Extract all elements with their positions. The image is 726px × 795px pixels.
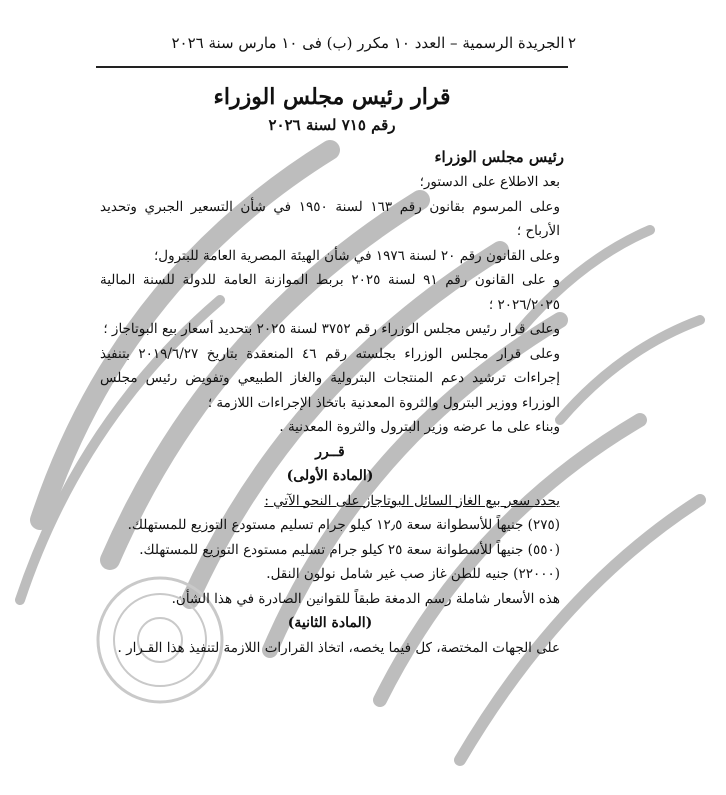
article-2-text: على الجهات المختصة، كل فيما يخصه، اتخاذ القرارات اللازمة لتنفيذ هذا القـرار . (117, 639, 560, 656)
article-2-heading: (المادة الثانية) (287, 615, 373, 631)
decree-issuer: رئيس مجلس الوزراء (434, 148, 564, 166)
preamble-item: وبناء على ما عرضه وزير البترول والثروة المعدنية . (279, 419, 560, 435)
header-divider (96, 66, 568, 68)
decree-number: رقم ٧١٥ لسنة ٢٠٢٦ (268, 116, 396, 134)
article-1-heading: (المادة الأولى) (286, 468, 374, 484)
decree-title: قرار رئيس مجلس الوزراء (213, 84, 451, 110)
decides-heading: قــرر (315, 443, 345, 460)
preamble-item: بعد الاطلاع على الدستور؛ (419, 174, 560, 190)
preamble-item: وعلى القانون رقم ٢٠ لسنة ١٩٧٦ في شأن الهيئة المصرية العامة للبترول؛ (153, 247, 560, 264)
price-item: (٢٧٥) جنيهاً للأسطوانة سعة ١٢٫٥ كيلو جرام تسليم مستودع التوزيع للمستهلك. (127, 517, 560, 533)
preamble-item: و على القانون رقم ٩١ لسنة ٢٠٢٥ بربط الموازنة العامة للدولة للسنة المالية ٢٠٢٦/٢٠٢٥ ؛ (100, 272, 560, 313)
decree-body (100, 170, 560, 660)
price-item: (٥٥٠) جنيهاً للأسطوانة سعة ٢٥ كيلو جرام تسليم مستودع التوزيع للمستهلك. (139, 541, 560, 558)
preamble-item: وعلى قرار مجلس الوزراء بجلسته رقم ٤٦ المنعقدة بتاريخ ٢٠١٩/٦/٢٧ بتنفيذ إجراءات ترشيد دعم المنتجات البترولية والغاز الطبيعي وتفويض رئيس مجلس الوزراء ووزير البترول والثروة المعدنية باتخاذ الإجراءات اللازمة ؛ (100, 345, 560, 411)
page-number: ٢ (567, 34, 576, 52)
price-item: (٢٢٠٠٠) جنيه للطن غاز صب غير شامل نولون النقل. (266, 566, 560, 582)
article-1-intro: يحدد سعر بيع الغاز السائل البوتاجاز على النحو الآتي : (264, 492, 560, 509)
running-header: الجريدة الرسمية – العدد ١٠ مكرر (ب) فى ١٠ مارس سنة ٢٠٢٦ (171, 34, 565, 52)
article-1-note: هذه الأسعار شاملة رسم الدمغة طبقاً للقوانين الصادرة في هذا الشأن. (171, 590, 560, 607)
preamble-item: وعلى المرسوم بقانون رقم ١٦٣ لسنة ١٩٥٠ في شأن التسعير الجبري وتحديد الأرباح ؛ (100, 198, 560, 239)
preamble-item: وعلى قرار رئيس مجلس الوزراء رقم ٣٧٥٢ لسنة ٢٠٢٥ بتحديد أسعار بيع البوتاجاز ؛ (103, 321, 560, 337)
